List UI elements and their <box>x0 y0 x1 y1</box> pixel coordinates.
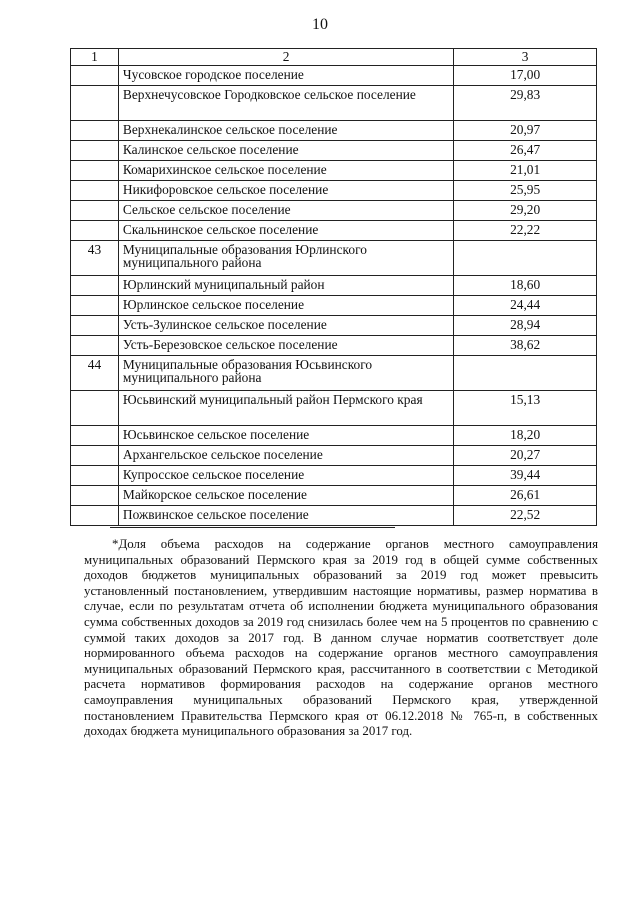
column-header: 3 <box>454 49 597 66</box>
norm-value: 18,20 <box>454 426 597 446</box>
norm-value: 20,27 <box>454 446 597 466</box>
row-number: 43 <box>71 241 119 276</box>
row-number <box>71 121 119 141</box>
section-title: Муниципальные образования Юсьвинского муниципального района <box>118 356 453 391</box>
row-number <box>71 446 119 466</box>
municipality-name: Усть-Зулинское сельское поселение <box>118 316 453 336</box>
row-number <box>71 181 119 201</box>
row-number <box>71 86 119 121</box>
table-row <box>71 66 597 86</box>
table-row <box>71 446 597 466</box>
row-number <box>71 466 119 486</box>
table-row <box>71 336 597 356</box>
table-row <box>71 426 597 446</box>
municipality-name: Верхнечусовское Городковское сельское поселение <box>118 86 453 121</box>
table-header-row <box>71 49 597 66</box>
municipality-name: Сельское сельское поселение <box>118 201 453 221</box>
table-row <box>71 121 597 141</box>
municipality-name: Майкорское сельское поселение <box>118 486 453 506</box>
column-header: 2 <box>118 49 453 66</box>
municipality-name: Юсьвинский муниципальный район Пермского края <box>118 391 453 426</box>
municipality-name: Купросское сельское поселение <box>118 466 453 486</box>
table-row <box>71 391 597 426</box>
municipality-name: Комарихинское сельское поселение <box>118 161 453 181</box>
norm-value: 26,61 <box>454 486 597 506</box>
row-number: 44 <box>71 356 119 391</box>
municipality-name: Юрлинское сельское поселение <box>118 296 453 316</box>
table-row <box>71 316 597 336</box>
norm-value: 18,60 <box>454 276 597 296</box>
table-row <box>71 221 597 241</box>
table-row <box>71 486 597 506</box>
table-row <box>71 181 597 201</box>
municipality-name: Юсьвинское сельское поселение <box>118 426 453 446</box>
norms-table <box>70 48 597 526</box>
norm-value: 22,22 <box>454 221 597 241</box>
row-number <box>71 486 119 506</box>
row-number <box>71 426 119 446</box>
norm-value: 38,62 <box>454 336 597 356</box>
row-number <box>71 506 119 526</box>
norm-value: 17,00 <box>454 66 597 86</box>
municipality-name: Скальнинское сельское поселение <box>118 221 453 241</box>
table-row-section <box>71 241 597 276</box>
norm-value: 29,83 <box>454 86 597 121</box>
table-row <box>71 141 597 161</box>
row-number <box>71 201 119 221</box>
row-number <box>71 141 119 161</box>
table-row <box>71 276 597 296</box>
table-row <box>71 201 597 221</box>
norm-value: 25,95 <box>454 181 597 201</box>
norm-value <box>454 241 597 276</box>
table-row <box>71 296 597 316</box>
municipality-name: Чусовское городское поселение <box>118 66 453 86</box>
row-number <box>71 221 119 241</box>
row-number <box>71 336 119 356</box>
norm-value: 15,13 <box>454 391 597 426</box>
table-row <box>71 466 597 486</box>
norm-value: 21,01 <box>454 161 597 181</box>
row-number <box>71 276 119 296</box>
table-row <box>71 161 597 181</box>
section-title: Муниципальные образования Юрлинского муниципального района <box>118 241 453 276</box>
municipality-name: Усть-Березовское сельское поселение <box>118 336 453 356</box>
norm-value: 24,44 <box>454 296 597 316</box>
footnote-text: *Доля объема расходов на содержание органов местного самоуправления муниципальных образований Пермского края за 2019 год в общей сумме собственных доходов бюджетов муниципальных образований за 2019 год может превысить установленный постановлением, утвердившим настоящие нормативы, размер норматива в случае, если по результатам отчета об исполнении бюджета муниципального образования сумма собственных доходов за 2019 год снизилась более чем на 5 процентов по сравнению с суммой таких доходов за 2017 год. В данном случае норматив соответствует доле нормированного объема расходов на содержание органов местного самоуправления муниципальных образований Пермского края, рассчитанного в соответствии с Методикой расчета нормативов формирования расходов на содержание органов местного самоуправления муниципальных образований Пермского края, утвержденной постановлением Правительства Пермского края от 06.12.2018 № 765-п, в собственных доходах бюджета муниципального образования за 2017 год. <box>84 537 598 739</box>
norm-value <box>454 356 597 391</box>
municipality-name: Калинское сельское поселение <box>118 141 453 161</box>
footnote-divider <box>110 527 395 528</box>
table-row <box>71 506 597 526</box>
row-number <box>71 66 119 86</box>
municipality-name: Верхнекалинское сельское поселение <box>118 121 453 141</box>
norm-value: 20,97 <box>454 121 597 141</box>
column-header: 1 <box>71 49 119 66</box>
municipality-name: Никифоровское сельское поселение <box>118 181 453 201</box>
municipality-name: Пожвинское сельское поселение <box>118 506 453 526</box>
row-number <box>71 391 119 426</box>
page-number: 10 <box>312 16 328 33</box>
row-number <box>71 296 119 316</box>
row-number <box>71 316 119 336</box>
norm-value: 22,52 <box>454 506 597 526</box>
table-row-section <box>71 356 597 391</box>
municipality-name: Юрлинский муниципальный район <box>118 276 453 296</box>
table-row <box>71 86 597 121</box>
norm-value: 29,20 <box>454 201 597 221</box>
row-number <box>71 161 119 181</box>
municipality-name: Архангельское сельское поселение <box>118 446 453 466</box>
norm-value: 39,44 <box>454 466 597 486</box>
norm-value: 26,47 <box>454 141 597 161</box>
norm-value: 28,94 <box>454 316 597 336</box>
